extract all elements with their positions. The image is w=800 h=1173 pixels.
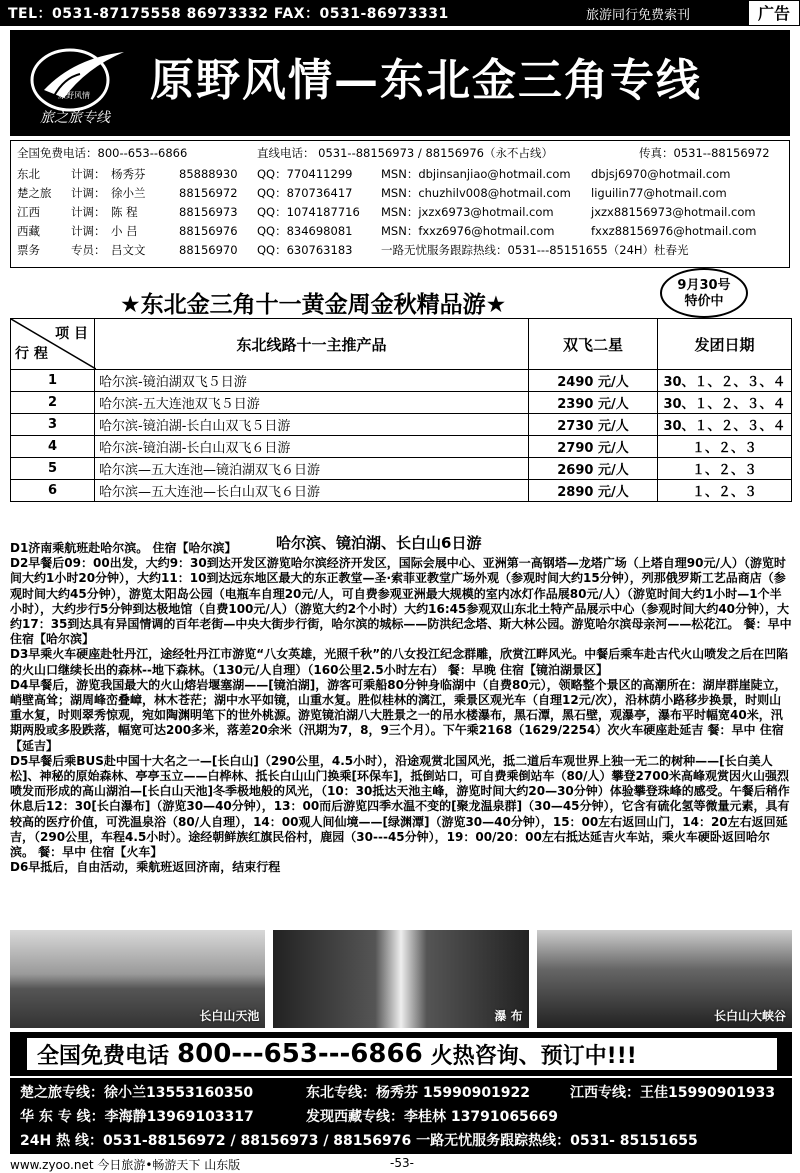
cell-route: 哈尔滨-镜泊湖双飞５日游	[95, 370, 529, 392]
photo-strip	[10, 930, 792, 1028]
contact-mail2: dbjsj6970@hotmail.com	[591, 167, 731, 181]
footer-xizang: 发现西藏专线：李桂林 13791065669	[306, 1109, 559, 1125]
logo-icon	[24, 38, 134, 130]
footer-huadong: 华 东 专 线：李海静13969103317	[20, 1109, 254, 1125]
badge-date: 9月30号	[677, 278, 731, 293]
contact-phone: 88156972	[179, 186, 238, 200]
ad-label: 广告	[748, 0, 800, 26]
itinerary-title: 哈尔滨、镜泊湖、长白山6日游	[268, 532, 489, 553]
table-row	[11, 392, 792, 414]
itinerary	[10, 541, 792, 875]
contact-msn: MSN：dbjinsanjiao@hotmail.com	[381, 167, 571, 181]
cell-dates: １、２、３	[658, 436, 792, 458]
contact-qq: QQ：834698081	[257, 224, 353, 238]
cell-n: 1	[11, 370, 95, 392]
hotline-label: 全国免费电话	[37, 1043, 170, 1069]
cell-n: 3	[11, 414, 95, 436]
contact-msn: MSN：chuzhilv008@hotmail.com	[381, 186, 571, 200]
header-corner: 项 目 行 程	[11, 319, 95, 370]
contact-role: 计调：	[71, 224, 106, 238]
contact-msn: MSN：jxzx6973@hotmail.com	[381, 205, 554, 219]
table-row	[11, 458, 792, 480]
cell-price: 2730 元/人	[529, 414, 658, 436]
top-bar	[0, 0, 800, 26]
site-url: www.zyoo.net 今日旅游•畅游天下 山东版	[10, 1158, 241, 1172]
banner-title: 原野风情—东北金三角专线	[150, 55, 702, 106]
contact-dept: 西藏	[17, 224, 40, 238]
header-price: 双飞二星	[529, 319, 658, 370]
footer-contacts	[10, 1078, 792, 1154]
table-row	[11, 480, 792, 502]
cell-dates: １、２、３	[658, 480, 792, 502]
banner	[10, 30, 790, 136]
cell-price: 2490 元/人	[529, 370, 658, 392]
itinerary-day: D3早乘火车硬座赴牡丹江，途经牡丹江市游览“八女英雄，光照千秋”的八女投江纪念群雕，欣赏江畔风光。中餐后乘车赴古代火山喷发之后在凹陷的火山口继续长出的森林--地下森林。（130元/人自理）（160公里2.5小时左右） 餐：早晚 住宿【镜泊湖景区】	[10, 647, 789, 677]
cell-dates: １、２、３	[658, 458, 792, 480]
free-phone: 全国免费电话：800--653--6866	[17, 146, 188, 160]
itinerary-day: D4早餐后，游览我国最大的火山熔岩堰塞湖——[镜泊湖]，游客可乘船80分钟身临湖中（自费80元），领略整个景区的高潮所在：湖岸群崖陡立，峭壁高耸；湖周峰峦叠嶂，林木苍茫；湖中水平如镜，山重水复。胜似桂林的漓江，乘景区观光车（自理12元/次），沿林荫小路移步换景，时则山重水复，时则翠秀惊观，宛如陶渊明笔下的世外桃源。游览镜泊湖八大胜景之一的吊水楼瀑布，黑石潭，黑石壁，观瀑亭，瀑布平时幅宽40米，汛期两股或多股跌落，幅宽可达200多米，落差20余米（汛期为7，8，9三个月）。下午乘2168（1629/2254）次火车硬座赴延吉 餐：早中 住宿【延吉】	[10, 677, 787, 753]
cell-dates: 30、１、２、３、４	[658, 414, 792, 436]
contact-role: 计调：	[71, 186, 106, 200]
hotline-bar	[10, 1032, 792, 1076]
photo-tianchi: 长白山天池	[10, 930, 265, 1028]
cell-dates: 30、１、２、３、４	[658, 370, 792, 392]
cell-route: 哈尔滨-镜泊湖-长白山双飞５日游	[95, 414, 529, 436]
cell-price: 2390 元/人	[529, 392, 658, 414]
cell-route: 哈尔滨-镜泊湖-长白山双飞６日游	[95, 436, 529, 458]
cell-price: 2790 元/人	[529, 436, 658, 458]
contact-qq: QQ：630763183	[257, 243, 353, 257]
section-title: ★东北金三角十一黄金周金秋精品游★	[120, 292, 507, 318]
contact-msn: MSN：fxxz6976@hotmail.com	[381, 224, 555, 238]
photo-canyon: 长白山大峡谷	[537, 930, 792, 1028]
contact-qq: QQ：870736417	[257, 186, 353, 200]
contacts-box	[10, 140, 790, 268]
contact-dept: 票务	[17, 243, 40, 257]
svg-text:原野风情: 原野风情	[58, 91, 90, 100]
contact-role: 计调：	[71, 167, 106, 181]
cell-n: 2	[11, 392, 95, 414]
hotline-box	[26, 1037, 778, 1071]
contact-mail2: liguilin77@hotmail.com	[591, 186, 727, 200]
routes-table	[10, 318, 792, 502]
fax: 传真：0531--88156972	[639, 146, 770, 160]
contact-dept: 东北	[17, 167, 40, 181]
header-dates: 发团日期	[658, 319, 792, 370]
contact-qq: QQ：1074187716	[257, 205, 360, 219]
cell-price: 2890 元/人	[529, 480, 658, 502]
contact-phone: 85888930	[179, 167, 238, 181]
cell-n: 5	[11, 458, 95, 480]
contact-name: 陈 程	[111, 205, 138, 219]
itinerary-day: D1济南乘航班赴哈尔滨。 住宿【哈尔滨】	[10, 541, 237, 555]
footer-jiangxi: 江西专线：王佳15990901933	[570, 1085, 776, 1101]
cell-price: 2690 元/人	[529, 458, 658, 480]
direct-phone: 直线电话： 0531--88156973 / 88156976（永不占线）	[257, 146, 553, 160]
logo	[24, 38, 134, 130]
itinerary-day: D6早抵后，自由活动，乘航班返回济南，结束行程	[10, 860, 281, 875]
contact-phone: 88156973	[179, 205, 238, 219]
svg-text:旅之旅专线: 旅之旅专线	[40, 110, 110, 126]
contact-name: 吕文文	[111, 243, 146, 257]
table-row	[11, 414, 792, 436]
contact-dept: 江西	[17, 205, 40, 219]
table-row	[11, 370, 792, 392]
bottom-line	[10, 1154, 792, 1172]
contact-role: 计调：	[71, 205, 106, 219]
top-contact: TEL：0531-87175558 86973332 FAX：0531-86973331	[8, 6, 449, 22]
header-product: 东北线路十一主推产品	[95, 319, 529, 370]
contact-role: 专员：	[71, 243, 106, 257]
footer-24h: 24H 热 线：0531-88156972 / 88156973 / 88156976 一路无忧服务跟踪热线：0531- 85151655	[20, 1133, 698, 1149]
badge-text: 特价中	[684, 294, 724, 309]
cell-n: 6	[11, 480, 95, 502]
contact-name: 小 吕	[111, 224, 138, 238]
contact-qq: QQ：770411299	[257, 167, 353, 181]
footer-dongbei: 东北专线：杨秀芬 15990901922	[306, 1085, 531, 1101]
hotline-slogan: 火热咨询、预订中!!!	[430, 1043, 637, 1069]
contact-name: 徐小兰	[111, 186, 146, 200]
itinerary-day: D5早餐后乘BUS赴中国十大名之一—[长白山]（290公里，4.5小时），沿途观赏北国风光，抵二道后车观世界上独一无二的树种——[长白美人松]、神秘的原始森林、亭亭玉立——白桦林、抵长白山山门换乘[环保车]，抵倒站口，可自费乘倒站车（80/人）攀登2700米高峰观赏因火山强烈喷发而形成的高山湖泊—[长白山天池]冬季极地般的风光，（10：30抵达天池主峰，游览时间大约20—30分钟）体验攀登珠峰的感受。午餐后稍作休息后12：30[长白瀑布]（游览30—40分钟），13：00而后游览四季水温不变的[聚龙温泉群]（30—45分钟），它含有硫化氢等微量元素，具有较高的医疗价值，可洗温泉浴（80/人自理），14：00观人间仙境——[绿渊潭]（游览30—40分钟），15：00左右返回山门，14：20左右返回延吉，（290公里，车程4.5小时）。途经朝鲜族红旗民俗村，鹿园（30---45分钟），19：00/20：00左右抵达延吉火车站，乘火车硬卧返回哈尔滨。 餐：早中 住宿【火车】	[10, 753, 790, 860]
contact-msn: 一路无忧服务跟踪热线：0531---85151655（24H）杜春光	[381, 243, 689, 257]
top-tagline: 旅游同行免费索刊	[585, 7, 690, 23]
itinerary-day: D2早餐后09：00出发，大约9：30到达开发区游览哈尔滨经济开发区，国际会展中心、亚洲第一高钢塔—龙塔广场（上塔自理90元/人）（游览时间大约1小时20分钟），大约11：10到达远东地区最大的东正教堂—圣·索菲亚教堂广场外观（参观时间大约15分钟），列那俄罗斯工艺品商店（参观时间大约45分钟），游览太阳岛公园（电瓶车自理20元/人，可自费参观亚洲最大规模的室内冰灯作品展80元/人）（游览时间大约1小时—1个半小时），大约步行5分钟到达极地馆（自费100元/人）（游览大约2个小时）大约16:45参观双山东北土特产品展示中心（参观时间大约40分钟），大约17：35到达具有异国情调的百年老街—中央大街步行街，哈尔滨的城标——防洪纪念塔、斯大林公园。游览哈尔滨母亲河——松花江。 餐：早中住宿【哈尔滨】	[10, 556, 792, 647]
contact-dept: 楚之旅	[17, 186, 52, 200]
footer-chuzhilv: 楚之旅专线：徐小兰13553160350	[20, 1085, 254, 1101]
contact-mail2: jxzx88156973@hotmail.com	[591, 205, 756, 219]
table-row	[11, 436, 792, 458]
photo-waterfall: 瀑 布	[273, 930, 528, 1028]
contact-phone: 88156970	[179, 243, 238, 257]
contact-phone: 88156976	[179, 224, 238, 238]
table-header	[11, 319, 792, 370]
contact-mail2: fxxz88156976@hotmail.com	[591, 224, 757, 238]
hotline-number: 800---653---6866	[177, 1039, 423, 1069]
contact-name: 杨秀芬	[111, 167, 146, 181]
special-badge	[660, 268, 748, 318]
cell-route: 哈尔滨—五大连池—长白山双飞６日游	[95, 480, 529, 502]
cell-route: 哈尔滨-五大连池双飞５日游	[95, 392, 529, 414]
cell-route: 哈尔滨—五大连池—镜泊湖双飞６日游	[95, 458, 529, 480]
cell-n: 4	[11, 436, 95, 458]
cell-dates: 30、１、２、３、４	[658, 392, 792, 414]
page-number: -53-	[390, 1156, 414, 1170]
